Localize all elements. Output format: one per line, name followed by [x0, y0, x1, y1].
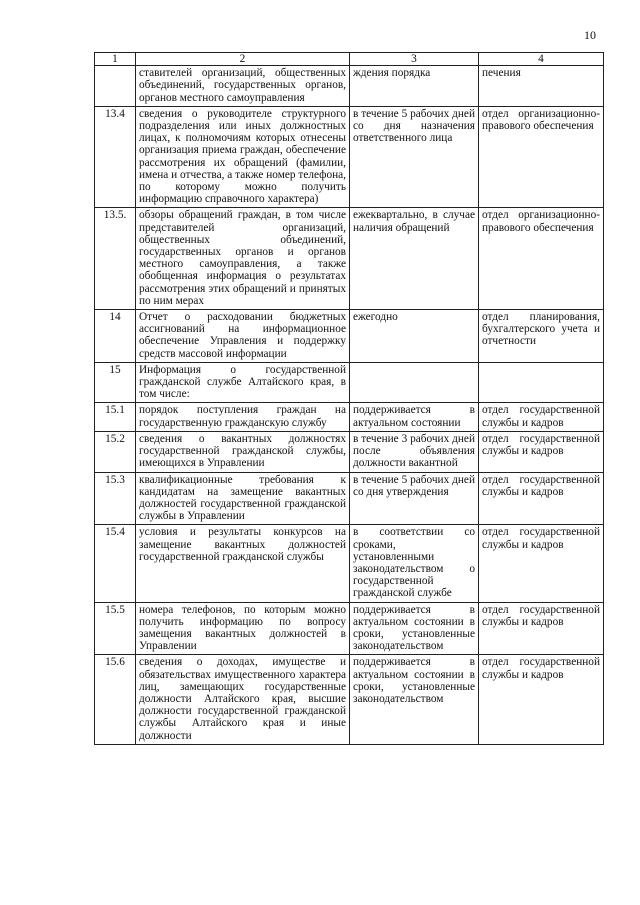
table-row — [95, 403, 604, 431]
row-number: 13.5. — [95, 208, 136, 310]
row-responsible: отдел организационно-правового обеспечения — [479, 106, 604, 208]
table-row — [95, 310, 604, 363]
table-body — [95, 53, 604, 745]
row-description: квалификационные требования к кандидатам на замещение вакантных должностей государственной гражданской службы в Управлении — [136, 472, 350, 525]
row-term: в течение 5 рабочих дней со дня назначения ответственного лица — [350, 106, 479, 208]
row-number: 15.2 — [95, 431, 136, 472]
row-term: ждения порядка — [350, 66, 479, 107]
row-responsible: отдел планирования, бухгалтерского учета и отчетности — [479, 310, 604, 363]
row-term: поддерживается в актуальном состоянии в сроки, установленные законодательством — [350, 602, 479, 655]
row-description: Информация о государственной гражданской службе Алтайского края, в том числе: — [136, 362, 350, 403]
row-responsible: отдел государственной службы и кадров — [479, 602, 604, 655]
row-term: ежеквартально, в случае наличия обращений — [350, 208, 479, 310]
row-description: сведения о вакантных должностях государственной гражданской службы, имеющихся в Управлении — [136, 431, 350, 472]
table-row — [95, 602, 604, 655]
document-table — [94, 52, 604, 745]
table-row — [95, 208, 604, 310]
column-header: 4 — [479, 53, 604, 66]
column-header: 3 — [350, 53, 479, 66]
row-number: 15.6 — [95, 655, 136, 744]
row-term — [350, 362, 479, 403]
page-number: 10 — [584, 28, 596, 42]
column-header: 2 — [136, 53, 350, 66]
table-row — [95, 431, 604, 472]
row-number: 15 — [95, 362, 136, 403]
row-responsible: печения — [479, 66, 604, 107]
table-row — [95, 106, 604, 208]
row-description: обзоры обращений граждан, в том числе представителей организаций, общественных объединений, государственных органов и органов местного самоуправления, а также обобщенная информация о результатах рассмотрения этих обращений и принятых по ним мерах — [136, 208, 350, 310]
row-responsible: отдел государственной службы и кадров — [479, 403, 604, 431]
row-term: в течение 3 рабочих дней после объявления должности вакантной — [350, 431, 479, 472]
table-row — [95, 472, 604, 525]
row-term: в течение 5 рабочих дней со дня утверждения — [350, 472, 479, 525]
row-responsible: отдел организационно-правового обеспечения — [479, 208, 604, 310]
row-responsible — [479, 362, 604, 403]
table-row — [95, 525, 604, 602]
row-number: 15.1 — [95, 403, 136, 431]
row-term: поддерживается в актуальном состоянии в сроки, установленные законодательством — [350, 655, 479, 744]
row-number: 13.4 — [95, 106, 136, 208]
row-term: в соответствии со сроками, установленными законодательством о государственной гражданской службе — [350, 525, 479, 602]
row-description: сведения о доходах, имуществе и обязательствах имущественного характера лиц, замещающих государственные должности Алтайского края, высшие должности государственной гражданской службы Алтайского края и иные должности — [136, 655, 350, 744]
column-header: 1 — [95, 53, 136, 66]
table-header-row — [95, 53, 604, 66]
row-description: порядок поступления граждан на государственную гражданскую службу — [136, 403, 350, 431]
table-row — [95, 66, 604, 107]
row-description: ставителей организаций, общественных объединений, государственных органов, органов местного самоуправления — [136, 66, 350, 107]
row-responsible: отдел государственной службы и кадров — [479, 431, 604, 472]
row-number — [95, 66, 136, 107]
row-term: ежегодно — [350, 310, 479, 363]
row-description: сведения о руководителе структурного подразделения или иных должностных лицах, к полномочиям которых отнесены организация приема граждан, обеспечение рассмотрения их обращений (фамилии, имена и отчества, а также номер телефона, по которому можно получить информацию справочного характера) — [136, 106, 350, 208]
row-description: номера телефонов, по которым можно получить информацию по вопросу замещения вакантных должностей в Управлении — [136, 602, 350, 655]
row-description: условия и результаты конкурсов на замещение вакантных должностей государственной гражданской службы — [136, 525, 350, 602]
row-responsible: отдел государственной службы и кадров — [479, 655, 604, 744]
row-number: 15.5 — [95, 602, 136, 655]
table-row — [95, 655, 604, 744]
row-number: 15.3 — [95, 472, 136, 525]
row-term: поддерживается в актуальном состоянии — [350, 403, 479, 431]
row-number: 14 — [95, 310, 136, 363]
row-number: 15.4 — [95, 525, 136, 602]
table-row — [95, 362, 604, 403]
row-description: Отчет о расходовании бюджетных ассигнований на информационное обеспечение Управления и поддержку средств массовой информации — [136, 310, 350, 363]
row-responsible: отдел государственной службы и кадров — [479, 525, 604, 602]
row-responsible: отдел государственной службы и кадров — [479, 472, 604, 525]
